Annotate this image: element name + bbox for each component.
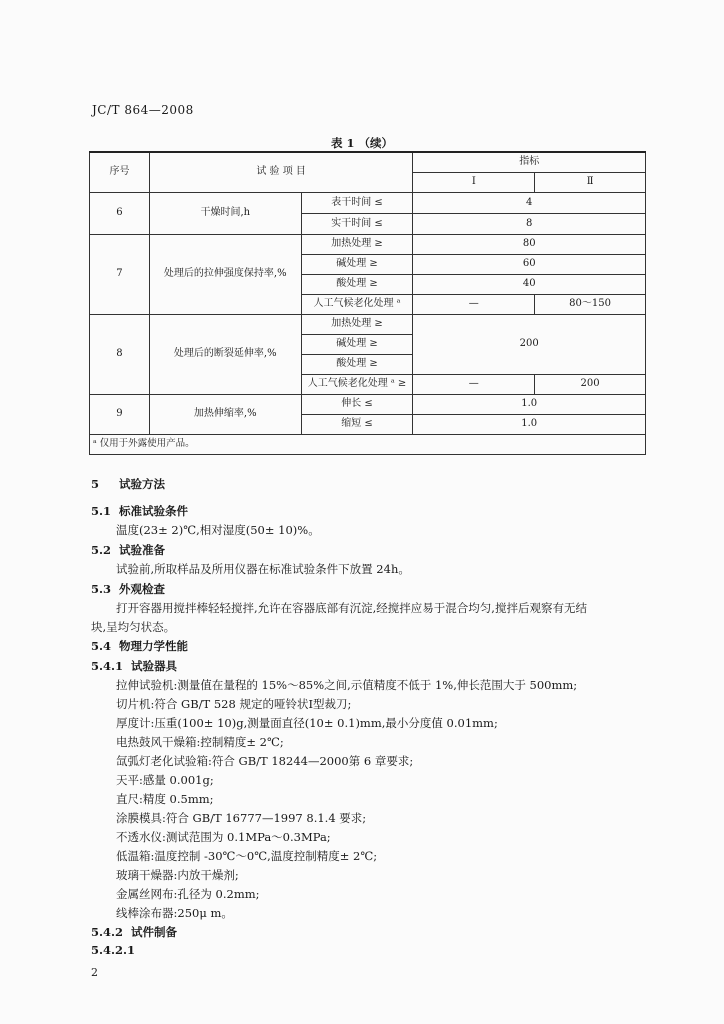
equipment-item: 涂膜模具:符合 GB/T 16777—1997 8.1.4 要求;	[116, 811, 367, 825]
table-footnote: ᵃ 仅用于外露使用产品。	[90, 434, 646, 454]
sub-item: 人工气候老化处理 ᵃ	[301, 294, 413, 314]
value-cell: 1.0	[413, 414, 646, 434]
equipment-item: 线棒涂布器:250μ m。	[116, 906, 233, 920]
row-item: 处理后的拉伸强度保持率,%	[149, 234, 301, 314]
section-heading	[91, 476, 165, 492]
section-heading	[91, 581, 165, 597]
sub-item: 碱处理 ≥	[301, 334, 413, 354]
section-number: 5.3	[91, 582, 112, 596]
equipment-item: 拉伸试验机:测量值在量程的 15%～85%之间,示值精度不低于 1%,伸长范围大于 500mm;	[116, 678, 578, 692]
section-number: 5.4	[91, 639, 112, 653]
equipment-item: 玻璃干燥器:内放干燥剂;	[116, 868, 239, 882]
sub-item: 酸处理 ≥	[301, 354, 413, 374]
sub-item: 缩短 ≤	[301, 414, 413, 434]
header-no: 序号	[90, 152, 150, 192]
row-no: 6	[90, 192, 150, 234]
equipment-item: 直尺:精度 0.5mm;	[116, 792, 214, 806]
section-heading	[91, 638, 188, 654]
equipment-item: 低温箱:温度控制 -30℃～0℃,温度控制精度± 2℃;	[116, 849, 378, 863]
section-heading	[91, 943, 137, 957]
sub-item: 加热处理 ≥	[301, 314, 413, 334]
section-title: 物理力学性能	[119, 639, 188, 653]
section-title: 试验器具	[131, 659, 177, 673]
section-heading	[91, 503, 188, 519]
header-grade-2: Ⅱ	[535, 172, 646, 192]
value-cell: 60	[413, 254, 646, 274]
value-cell: 200	[535, 374, 646, 394]
header-index: 指标	[413, 152, 646, 172]
equipment-item: 切片机:符合 GB/T 528 规定的哑铃状Ⅰ型裁刀;	[116, 697, 352, 711]
page-number: 2	[91, 966, 98, 979]
equipment-item: 氙弧灯老化试验箱:符合 GB/T 18244—2000第 6 章要求;	[116, 754, 414, 768]
section-title: 试件制备	[131, 925, 177, 939]
row-item: 干燥时间,h	[149, 192, 301, 234]
sub-item: 表干时间 ≤	[301, 192, 413, 213]
sub-item: 实干时间 ≤	[301, 213, 413, 234]
standard-code: JC/T 864—2008	[92, 103, 194, 117]
section-number: 5	[91, 477, 100, 491]
value-cell: 40	[413, 274, 646, 294]
sub-item: 酸处理 ≥	[301, 274, 413, 294]
sub-item: 伸长 ≤	[301, 394, 413, 414]
value-cell: 4	[413, 192, 646, 213]
section-title: 外观检查	[119, 582, 165, 596]
row-item: 处理后的断裂延伸率,%	[149, 314, 301, 394]
paragraph: 温度(23± 2)℃,相对湿度(50± 10)%。	[116, 523, 320, 537]
value-cell: 200	[413, 314, 646, 374]
value-cell: —	[413, 374, 535, 394]
sub-item: 加热处理 ≥	[301, 234, 413, 254]
header-item: 试 验 项 目	[149, 152, 413, 192]
row-item: 加热伸缩率,%	[149, 394, 301, 434]
spec-table	[89, 151, 646, 455]
row-no: 9	[90, 394, 150, 434]
paragraph: 块,呈均匀状态。	[91, 620, 176, 634]
value-cell: 80～150	[535, 294, 646, 314]
header-grade-1: Ⅰ	[413, 172, 535, 192]
equipment-item: 金属丝网布:孔径为 0.2mm;	[116, 887, 260, 901]
row-no: 7	[90, 234, 150, 314]
section-heading	[91, 542, 165, 558]
section-title: 试验准备	[119, 543, 165, 557]
paragraph: 打开容器用搅拌棒轻轻搅拌,允许在容器底部有沉淀,经搅拌应易于混合均匀,搅拌后观察有无结	[116, 601, 587, 615]
value-cell: 8	[413, 213, 646, 234]
section-heading	[91, 924, 177, 940]
row-no: 8	[90, 314, 150, 394]
equipment-item: 不透水仪:测试范围为 0.1MPa～0.3MPa;	[116, 830, 331, 844]
section-number: 5.4.2.1	[91, 943, 136, 957]
value-cell: —	[413, 294, 535, 314]
section-number: 5.4.1	[91, 659, 124, 673]
sub-item: 人工气候老化处理 ᵃ ≥	[301, 374, 413, 394]
section-number: 5.2	[91, 543, 112, 557]
value-cell: 1.0	[413, 394, 646, 414]
equipment-item: 厚度计:压重(100± 10)g,测量面直径(10± 0.1)mm,最小分度值 0.01mm;	[116, 716, 498, 730]
sub-item: 碱处理 ≥	[301, 254, 413, 274]
section-title: 标准试验条件	[119, 504, 188, 518]
section-number: 5.1	[91, 504, 112, 518]
equipment-item: 电热鼓风干燥箱:控制精度± 2℃;	[116, 735, 284, 749]
section-heading	[91, 658, 177, 674]
value-cell: 80	[413, 234, 646, 254]
equipment-item: 天平:感量 0.001g;	[116, 773, 214, 787]
table-caption: 表 1 （续）	[330, 136, 393, 150]
paragraph: 试验前,所取样品及所用仪器在标准试验条件下放置 24h。	[116, 562, 410, 576]
section-title: 试验方法	[119, 477, 165, 491]
section-number: 5.4.2	[91, 925, 124, 939]
